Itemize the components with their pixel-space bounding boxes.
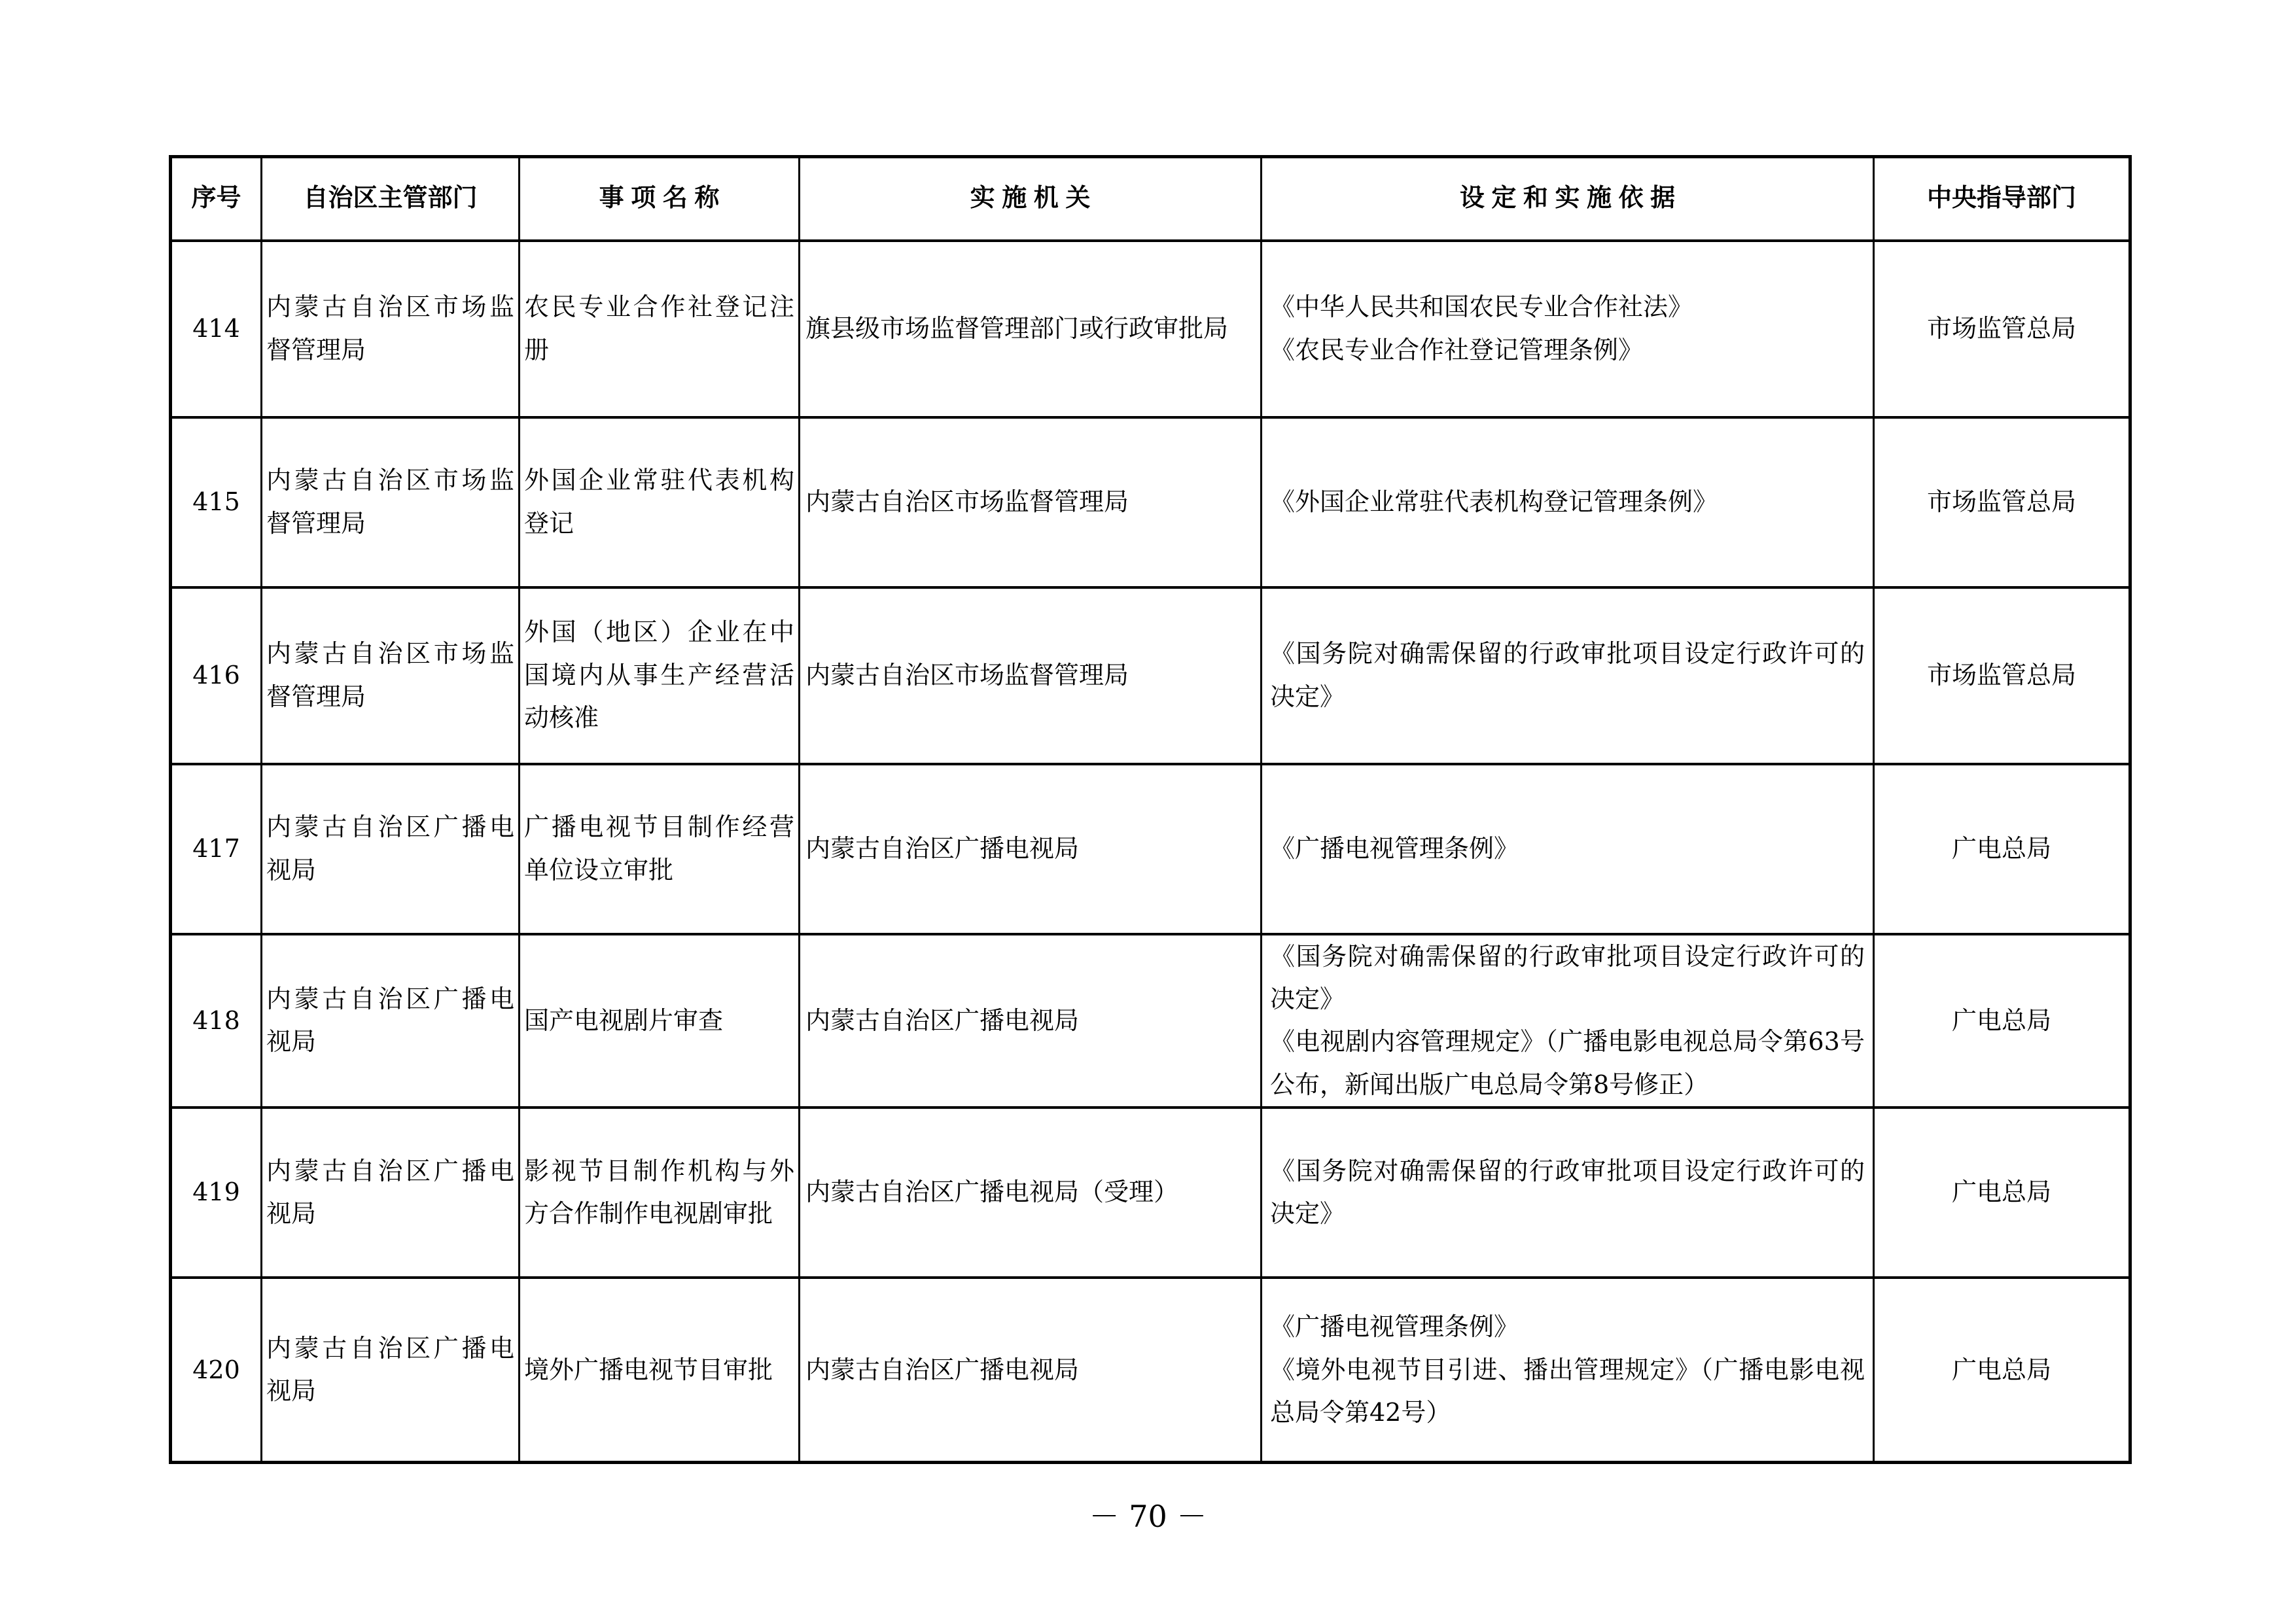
cell-legal-basis <box>1262 241 1874 417</box>
cell-implementing-agency <box>800 241 1262 417</box>
table-row-419 <box>171 1108 2130 1278</box>
agency-text: 内蒙古自治区广播电视局（受理） <box>805 1178 1179 1207</box>
header-central-department: 中央指导部门 <box>1874 157 2130 241</box>
cell-central-department: 市场监管总局 <box>1874 241 2130 417</box>
department-text: 内蒙古自治区广播电视局 <box>266 1156 514 1228</box>
agency-text: 旗县级市场监督管理部门或行政审批局 <box>805 313 1229 343</box>
legal-basis-line: 《广播电视管理条例》 <box>1270 1312 1519 1342</box>
cell-implementing-agency <box>800 587 1262 764</box>
header-legal-basis: 设 定 和 实 施 依 据 <box>1262 157 1874 241</box>
agency-text: 内蒙古自治区广播电视局 <box>805 833 1080 863</box>
header-serial-number: 序号 <box>171 157 262 241</box>
table-row-414 <box>171 241 2130 417</box>
cell-central-department: 市场监管总局 <box>1874 587 2130 764</box>
department-text: 内蒙古自治区市场监督管理局 <box>266 466 514 538</box>
legal-basis-line: 《电视剧内容管理规定》（广播电影电视总局令第63号公布，新闻出版广电总局令第8号修正） <box>1270 1027 1865 1099</box>
cell-legal-basis <box>1262 587 1874 764</box>
cell-serial-number: 418 <box>171 934 262 1108</box>
cell-legal-basis <box>1262 934 1874 1108</box>
department-text: 内蒙古自治区广播电视局 <box>266 812 514 884</box>
cell-serial-number: 417 <box>171 764 262 934</box>
cell-central-department: 广电总局 <box>1874 1278 2130 1463</box>
agency-text: 内蒙古自治区市场监督管理局 <box>805 487 1129 516</box>
agency-text: 内蒙古自治区市场监督管理局 <box>805 660 1129 689</box>
cell-implementing-agency <box>800 1278 1262 1463</box>
table-row-418 <box>171 934 2130 1108</box>
cell-department <box>262 1278 520 1463</box>
cell-item-name <box>520 1278 800 1463</box>
cell-implementing-agency <box>800 764 1262 934</box>
table-row-416 <box>171 587 2130 764</box>
approval-items-table <box>169 155 2132 1464</box>
agency-text: 内蒙古自治区广播电视局 <box>805 1005 1080 1035</box>
cell-serial-number: 416 <box>171 587 262 764</box>
legal-basis-line: 《农民专业合作社登记管理条例》 <box>1270 335 1644 364</box>
table-header <box>171 157 2130 241</box>
legal-basis-line: 《国务院对确需保留的行政审批项目设定行政许可的决定》 <box>1270 1156 1865 1228</box>
cell-legal-basis <box>1262 764 1874 934</box>
cell-department <box>262 241 520 417</box>
cell-item-name <box>520 934 800 1108</box>
item-name-text: 外国（地区）企业在中国境内从事生产经营活动核准 <box>524 618 794 733</box>
legal-basis-line: 《境外电视节目引进、播出管理规定》（广播电影电视总局令第42号） <box>1270 1355 1865 1427</box>
cell-serial-number: 414 <box>171 241 262 417</box>
item-name-text: 广播电视节目制作经营单位设立审批 <box>524 812 794 884</box>
header-department: 自治区主管部门 <box>262 157 520 241</box>
cell-item-name <box>520 1108 800 1278</box>
item-name-text: 国产电视剧片审查 <box>524 1005 724 1035</box>
table-row-420 <box>171 1278 2130 1463</box>
legal-basis-line: 《中华人民共和国农民专业合作社法》 <box>1270 292 1693 322</box>
cell-serial-number: 415 <box>171 417 262 587</box>
cell-department <box>262 764 520 934</box>
cell-department <box>262 417 520 587</box>
department-text: 内蒙古自治区广播电视局 <box>266 984 514 1056</box>
header-implementing-agency: 实 施 机 关 <box>800 157 1262 241</box>
legal-basis-line: 《国务院对确需保留的行政审批项目设定行政许可的决定》 <box>1270 941 1865 1013</box>
cell-department <box>262 934 520 1108</box>
cell-department <box>262 1108 520 1278</box>
cell-implementing-agency <box>800 417 1262 587</box>
legal-basis-line: 《外国企业常驻代表机构登记管理条例》 <box>1270 487 1718 516</box>
department-text: 内蒙古自治区市场监督管理局 <box>266 292 514 364</box>
cell-serial-number: 419 <box>171 1108 262 1278</box>
cell-item-name <box>520 587 800 764</box>
cell-item-name <box>520 764 800 934</box>
cell-central-department: 广电总局 <box>1874 764 2130 934</box>
legal-basis-line: 《广播电视管理条例》 <box>1270 833 1519 863</box>
cell-item-name <box>520 241 800 417</box>
item-name-text: 农民专业合作社登记注册 <box>524 292 794 364</box>
cell-central-department: 市场监管总局 <box>1874 417 2130 587</box>
cell-legal-basis <box>1262 1278 1874 1463</box>
page-number: － 70 － <box>1089 1499 1207 1534</box>
table-row-415 <box>171 417 2130 587</box>
agency-text: 内蒙古自治区广播电视局 <box>805 1355 1080 1384</box>
cell-central-department: 广电总局 <box>1874 934 2130 1108</box>
cell-legal-basis <box>1262 1108 1874 1278</box>
legal-basis-line: 《国务院对确需保留的行政审批项目设定行政许可的决定》 <box>1270 639 1865 711</box>
cell-item-name <box>520 417 800 587</box>
department-text: 内蒙古自治区市场监督管理局 <box>266 639 514 711</box>
header-row <box>171 157 2130 241</box>
cell-implementing-agency <box>800 934 1262 1108</box>
item-name-text: 外国企业常驻代表机构登记 <box>524 466 794 538</box>
cell-implementing-agency <box>800 1108 1262 1278</box>
cell-serial-number: 420 <box>171 1278 262 1463</box>
cell-central-department: 广电总局 <box>1874 1108 2130 1278</box>
table-body <box>171 241 2130 1463</box>
cell-department <box>262 587 520 764</box>
item-name-text: 影视节目制作机构与外方合作制作电视剧审批 <box>524 1156 794 1228</box>
department-text: 内蒙古自治区广播电视局 <box>266 1333 514 1406</box>
cell-legal-basis <box>1262 417 1874 587</box>
table-row-417 <box>171 764 2130 934</box>
header-item-name: 事 项 名 称 <box>520 157 800 241</box>
item-name-text: 境外广播电视节目审批 <box>524 1355 773 1384</box>
